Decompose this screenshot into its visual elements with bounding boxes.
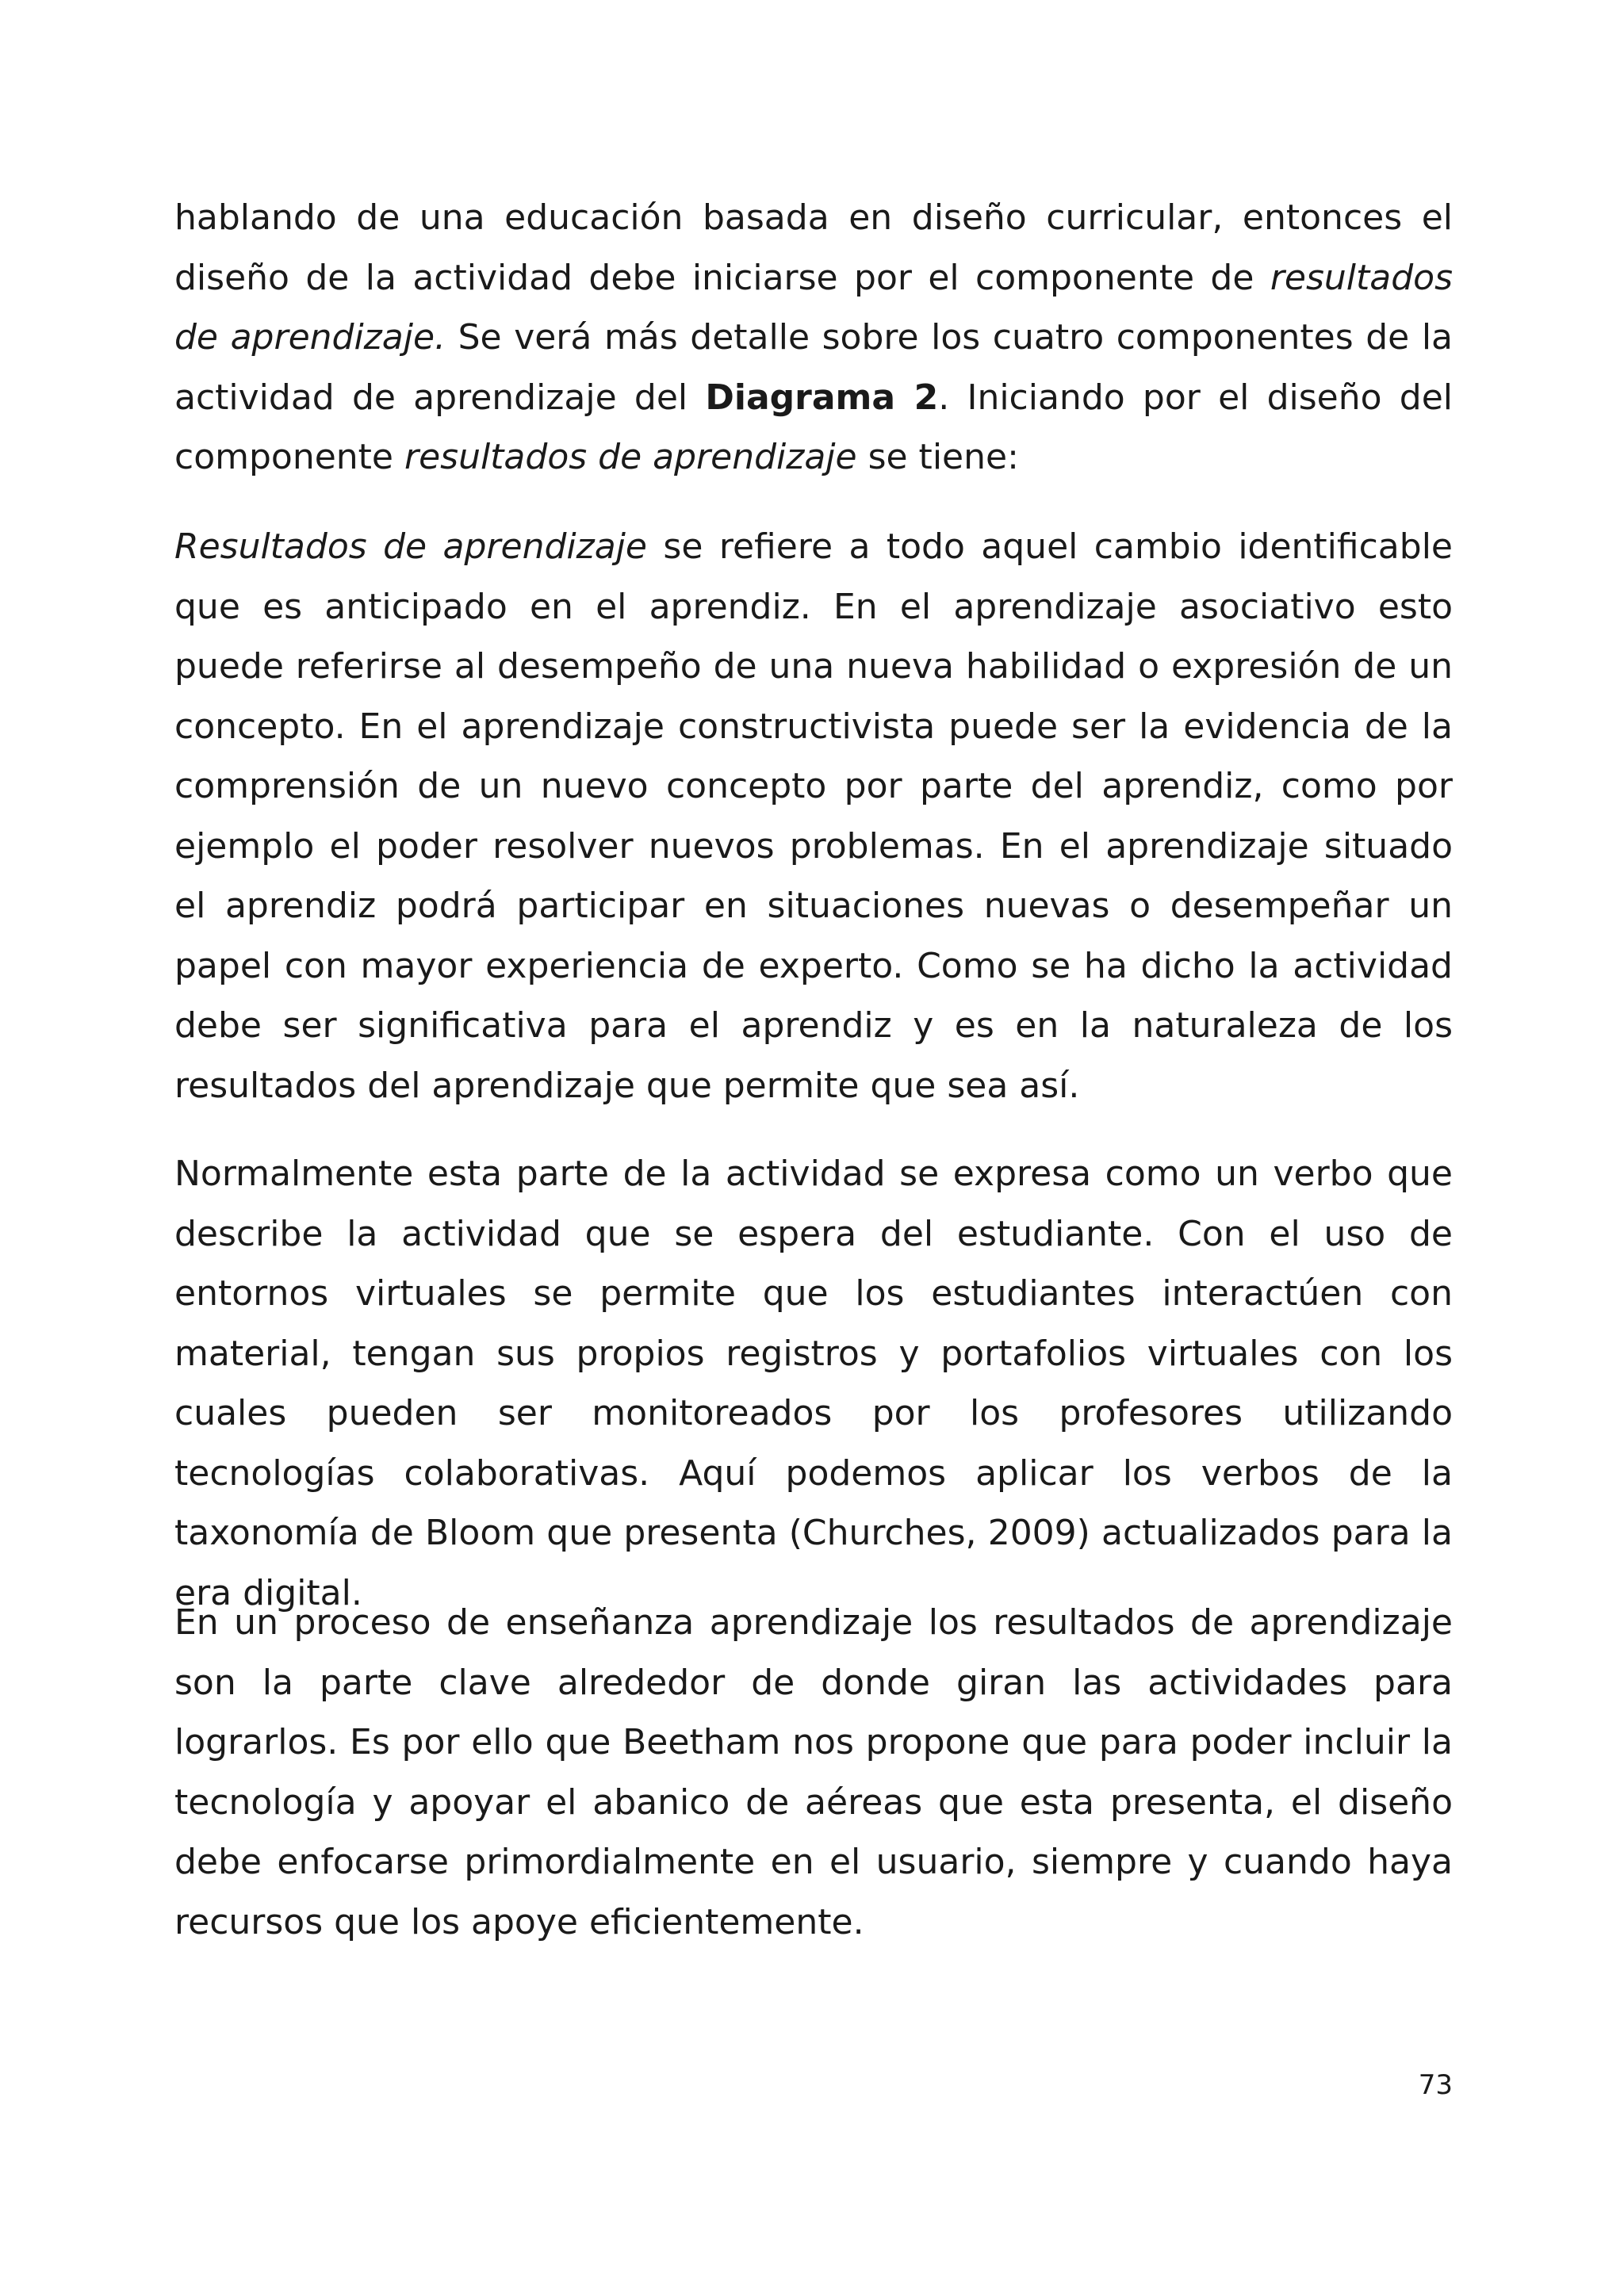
italic-segment: resultados de aprendizaje	[404, 437, 857, 477]
paragraph	[174, 1144, 1453, 1623]
text-segment: hablando de una educación basada en diseño curricular, entonces el diseño de la actividad debe iniciarse por el componente de	[174, 197, 1453, 298]
text-segment: Normalmente esta parte de la actividad se expresa como un verbo que describe la actividad que se espera del estudiante. Con el uso de entornos virtuales se permite que los estudiantes interactúen con material, tengan sus propios registros y portafolios virtuales con los cuales pueden ser monitoreados por los profesores utilizando tecnologías colaborativas. Aquí podemos aplicar los verbos de la taxonomía de Bloom que presenta (Churches, 2009) actualizados para la era digital.	[174, 1154, 1453, 1613]
italic-segment: Resultados de aprendizaje	[174, 526, 647, 567]
paragraph	[174, 517, 1453, 1115]
text-segment: En un proceso de enseñanza aprendizaje los resultados de aprendizaje son la parte clave alrededor de donde giran las actividades para lograrlos. Es por ello que Beetham nos propone que para poder incluir la tecnología y apoyar el abanico de aéreas que esta presenta, el diseño debe enfocarse primordialmente en el usuario, siempre y cuando haya recursos que los apoye eficientemente.	[174, 1602, 1453, 1942]
text-segment: . Iniciando por el diseño del componente	[174, 377, 1453, 477]
text-segment: Se verá más detalle sobre los cuatro componentes de la actividad de aprendizaje del	[174, 317, 1454, 418]
paragraph	[174, 1593, 1453, 1952]
text-segment: se refiere a todo aquel cambio identificable que es anticipado en el aprendiz. En el aprendizaje asociativo esto puede referirse al desempeño de una nueva habilidad o expresión de un concepto. En el aprendizaje constructivista puede ser la evidencia de la comprensión de un nuevo concepto por parte del aprendiz, como por ejemplo el poder resolver nuevos problemas. En el aprendizaje situado el aprendiz podrá participar en situaciones nuevas o desempeñar un papel con mayor experiencia de experto. Como se ha dicho la actividad debe ser significativa para el aprendiz y es en la naturaleza de los resultados del aprendizaje que permite que sea así.	[174, 526, 1453, 1106]
paragraph	[174, 188, 1453, 488]
page-number: 73	[1418, 2069, 1453, 2101]
text-segment: se tiene:	[856, 437, 1019, 477]
bold-segment: Diagrama 2	[705, 377, 939, 418]
italic-segment: resultados de aprendizaje.	[174, 257, 1453, 358]
